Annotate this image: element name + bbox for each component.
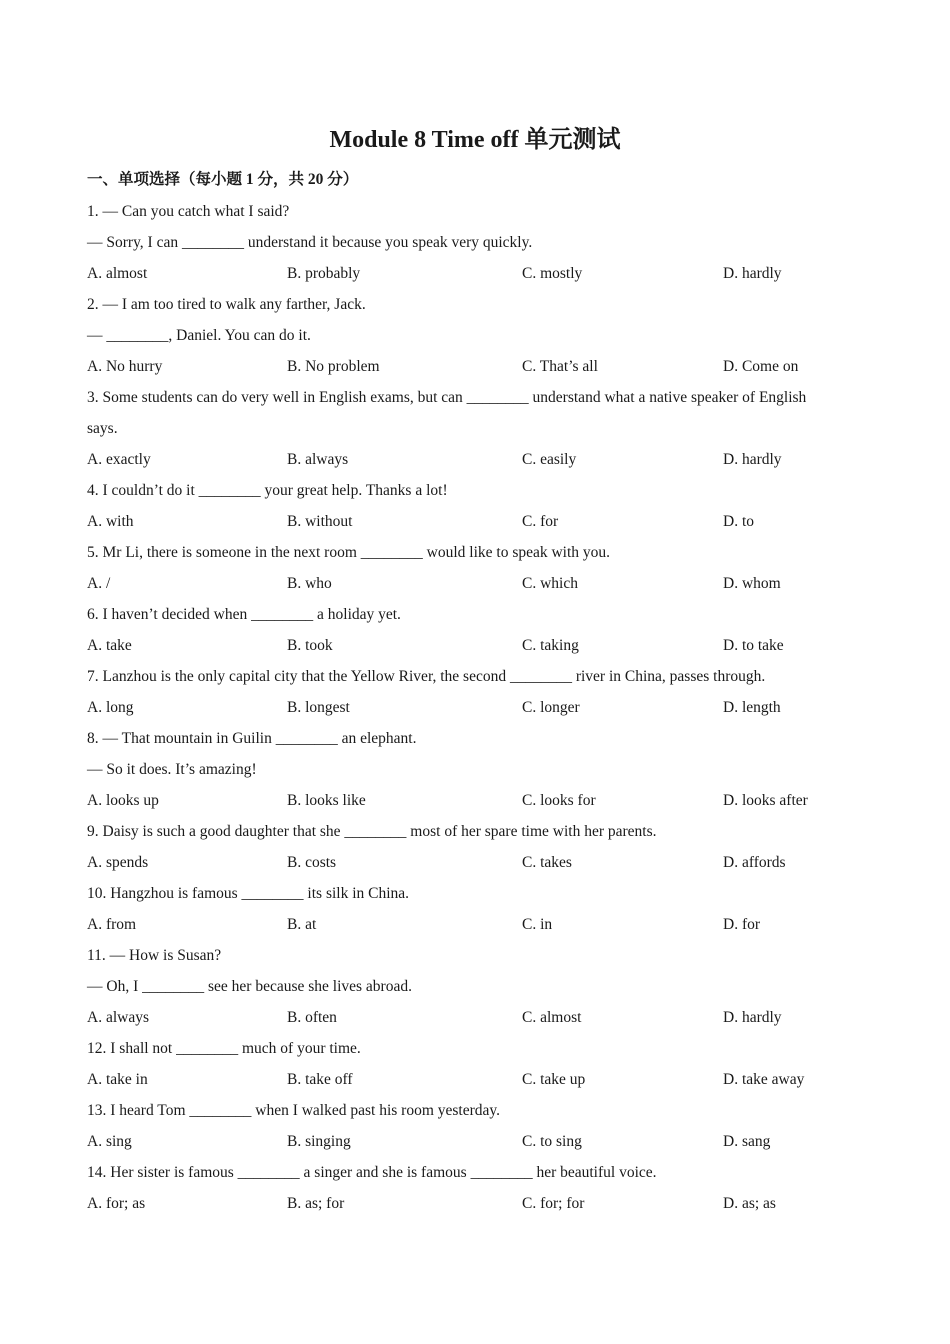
question-stem: 7. Lanzhou is the only capital city that the Yellow River, the second ________ river in China, passes through. xyxy=(87,668,766,685)
option-a: A. always xyxy=(87,1009,149,1026)
option-d: D. to take xyxy=(723,637,784,654)
option-row xyxy=(87,258,877,289)
option-a: A. looks up xyxy=(87,792,159,809)
question-2 xyxy=(87,289,877,382)
question-1 xyxy=(87,196,877,289)
option-a: A. from xyxy=(87,916,137,933)
option-row xyxy=(87,1126,877,1157)
option-row xyxy=(87,351,877,382)
question-stem: 11. — How is Susan? xyxy=(87,947,222,964)
option-row xyxy=(87,847,877,878)
option-b: B. looks like xyxy=(287,792,366,809)
option-row xyxy=(87,909,877,940)
option-a: A. almost xyxy=(87,265,148,282)
question-stem: 5. Mr Li, there is someone in the next room ________ would like to speak with you. xyxy=(87,544,611,561)
option-d: D. to xyxy=(723,513,754,530)
question-stem: 6. I haven’t decided when ________ a holiday yet. xyxy=(87,606,401,623)
option-c: C. in xyxy=(522,916,553,933)
question-14 xyxy=(87,1157,877,1219)
option-c: C. easily xyxy=(522,451,577,468)
option-d: D. hardly xyxy=(723,1009,782,1026)
page-title: Module 8 Time off 单元测试 xyxy=(329,127,621,153)
option-d: D. affords xyxy=(723,854,786,871)
option-b: B. probably xyxy=(287,265,361,282)
question-13 xyxy=(87,1095,877,1157)
option-b: B. as; for xyxy=(287,1195,345,1212)
question-stem: 8. — That mountain in Guilin ________ an elephant. xyxy=(87,730,417,747)
option-d: D. whom xyxy=(723,575,781,592)
option-d: D. as; as xyxy=(723,1195,776,1212)
option-d: D. hardly xyxy=(723,451,782,468)
option-d: D. length xyxy=(723,699,781,716)
option-row xyxy=(87,1188,877,1219)
option-a: A. long xyxy=(87,699,134,716)
option-row xyxy=(87,444,877,475)
option-c: C. which xyxy=(522,575,578,592)
question-stem: 3. Some students can do very well in English exams, but can ________ understand what a native speaker of English xyxy=(87,389,807,406)
option-c: C. looks for xyxy=(522,792,596,809)
question-stem: 13. I heard Tom ________ when I walked past his room yesterday. xyxy=(87,1102,501,1119)
option-c: C. almost xyxy=(522,1009,582,1026)
question-list xyxy=(87,196,877,1219)
option-row xyxy=(87,1064,877,1095)
question-line: — Oh, I ________ see her because she lives abroad. xyxy=(87,978,412,995)
option-b: B. without xyxy=(287,513,353,530)
option-b: B. No problem xyxy=(287,358,380,375)
question-7 xyxy=(87,661,877,723)
question-line: — ________, Daniel. You can do it. xyxy=(87,327,311,344)
question-5 xyxy=(87,537,877,599)
question-6 xyxy=(87,599,877,661)
option-a: A. for; as xyxy=(87,1195,146,1212)
option-b: B. take off xyxy=(287,1071,353,1088)
option-d: D. hardly xyxy=(723,265,782,282)
option-b: B. who xyxy=(287,575,332,592)
option-a: A. with xyxy=(87,513,134,530)
option-b: B. often xyxy=(287,1009,337,1026)
option-c: C. longer xyxy=(522,699,580,716)
option-b: B. longest xyxy=(287,699,350,716)
question-stem: 4. I couldn’t do it ________ your great help. Thanks a lot! xyxy=(87,482,448,499)
option-c: C. mostly xyxy=(522,265,583,282)
option-row xyxy=(87,692,877,723)
option-c: C. take up xyxy=(522,1071,586,1088)
option-row xyxy=(87,1002,877,1033)
question-9 xyxy=(87,816,877,878)
question-line: says. xyxy=(87,420,118,437)
option-c: C. That’s all xyxy=(522,358,598,375)
option-c: C. to sing xyxy=(522,1133,582,1150)
question-10 xyxy=(87,878,877,940)
question-stem: 1. — Can you catch what I said? xyxy=(87,203,290,220)
option-row xyxy=(87,568,877,599)
option-a: A. / xyxy=(87,575,111,592)
option-b: B. costs xyxy=(287,854,337,871)
option-d: D. Come on xyxy=(723,358,799,375)
question-stem: 12. I shall not ________ much of your time. xyxy=(87,1040,361,1057)
option-c: C. for; for xyxy=(522,1195,585,1212)
section-heading: 一、单项选择（每小题 1 分，共 20 分） xyxy=(87,171,359,188)
question-4 xyxy=(87,475,877,537)
question-11 xyxy=(87,940,877,1033)
question-line: — Sorry, I can ________ understand it because you speak very quickly. xyxy=(87,234,533,251)
option-d: D. for xyxy=(723,916,761,933)
option-b: B. singing xyxy=(287,1133,351,1150)
option-c: C. taking xyxy=(522,637,579,654)
question-stem: 14. Her sister is famous ________ a singer and she is famous ________ her beautiful voice. xyxy=(87,1164,657,1181)
question-8 xyxy=(87,723,877,816)
option-d: D. take away xyxy=(723,1071,805,1088)
option-a: A. exactly xyxy=(87,451,151,468)
option-a: A. take xyxy=(87,637,132,654)
option-c: C. for xyxy=(522,513,559,530)
option-row xyxy=(87,785,877,816)
option-d: D. sang xyxy=(723,1133,771,1150)
option-b: B. took xyxy=(287,637,333,654)
question-3 xyxy=(87,382,877,475)
option-b: B. at xyxy=(287,916,317,933)
option-a: A. No hurry xyxy=(87,358,163,375)
option-a: A. spends xyxy=(87,854,149,871)
option-row xyxy=(87,506,877,537)
option-b: B. always xyxy=(287,451,349,468)
question-line: — So it does. It’s amazing! xyxy=(87,761,257,778)
option-a: A. take in xyxy=(87,1071,148,1088)
question-stem: 10. Hangzhou is famous ________ its silk in China. xyxy=(87,885,410,902)
option-a: A. sing xyxy=(87,1133,132,1150)
option-c: C. takes xyxy=(522,854,572,871)
question-12 xyxy=(87,1033,877,1095)
option-d: D. looks after xyxy=(723,792,808,809)
option-row xyxy=(87,630,877,661)
question-stem: 2. — I am too tired to walk any farther, Jack. xyxy=(87,296,366,313)
question-stem: 9. Daisy is such a good daughter that she ________ most of her spare time with her parents. xyxy=(87,823,657,840)
